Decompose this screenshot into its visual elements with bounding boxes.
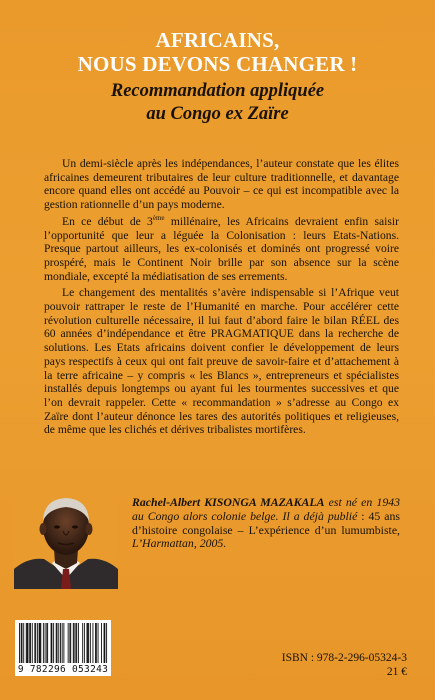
title-block <box>0 28 435 126</box>
barcode-bar <box>27 623 28 663</box>
barcode-bar <box>98 623 99 663</box>
barcode-bar <box>63 623 64 663</box>
title-line-1: AFRICAINS, <box>155 28 280 52</box>
barcode-bar <box>34 623 35 663</box>
barcode-bar <box>32 623 33 663</box>
barcode-bar <box>35 623 36 663</box>
blurb-p2-start: En ce début de 3 <box>62 214 153 228</box>
barcode-bar <box>28 623 29 663</box>
barcode-bar <box>39 623 40 663</box>
barcode-bar <box>22 623 23 663</box>
barcode-bar <box>101 623 102 663</box>
barcode-bar <box>21 623 22 663</box>
author-photo <box>14 487 118 589</box>
barcode-bar <box>88 623 89 663</box>
subtitle-line-1: Recommandation appliquée <box>110 81 325 101</box>
barcode-bar <box>75 623 76 663</box>
barcode-bar <box>106 623 107 663</box>
blurb-text <box>44 157 399 440</box>
barcode-number: 9 782296 053243 <box>17 664 109 675</box>
barcode-bar <box>62 623 63 663</box>
barcode-bar <box>26 623 27 663</box>
barcode-bars <box>15 620 111 664</box>
barcode-bar <box>45 623 46 663</box>
barcode-bar <box>69 623 70 663</box>
blurb-paragraph-3: Le changement des mentalités s’avère indispensable si l’Afrique veut pouvoir rattraper le reste de l’Humanité en marche. Pour accélérer cette révolution culturelle nécessaire, il lui faut d’abord faire le bilan RÉEL des 60 années d’indépendance et être PRAGMATIQUE dans la recherche de solutions. Les Etats africains doivent confier le développement de leurs pays respectifs à ceux qui ont fait preuve de savoir-faire et d’attachement à la terre africaine – y compris « les Blancs », entrepreneurs et spécialistes installés depuis longtemps ou ayant fui les tourmentes successives et que l’on devrait rappeler. Cette « recommandation » s’adresse au Congo ex Zaïre dont l’auteur dénonce les tares des autorités politiques et religieuses, de même que les clichés et dérives tribalistes mortifères. <box>44 286 399 437</box>
author-name: Rachel-Albert KISONGA MAZAKALA <box>132 495 325 509</box>
barcode-bar <box>60 623 61 663</box>
barcode-bar <box>23 623 24 663</box>
barcode-bar <box>96 623 97 663</box>
barcode-bar <box>46 623 47 663</box>
barcode-bar <box>56 623 57 663</box>
barcode-bar <box>40 623 41 663</box>
barcode-bar <box>53 623 54 663</box>
author-bio-rest: : 45 ans d’histoire congolaise – L’expérience d’un lumumbiste, <box>132 508 400 537</box>
barcode <box>15 620 111 676</box>
barcode-bar <box>78 623 79 663</box>
barcode-bar <box>87 623 88 663</box>
barcode-bar <box>43 623 44 663</box>
barcode-bar <box>84 623 85 663</box>
barcode-bar <box>29 623 30 663</box>
blurb-paragraph-1: Un demi-siècle après les indépendances, l’auteur constate que les élites africaines demeurent tributaires de leur culture traditionnelle, et davantage encore quand elles ont accédé au Pouvoir – ce qui est incompatible avec la gestion rationnelle d’un pays moderne. <box>44 157 399 212</box>
barcode-bar <box>47 623 48 663</box>
subtitle-line-2: au Congo ex Zaïre <box>146 104 289 124</box>
barcode-bar <box>74 623 75 663</box>
ordinal-superscript: ème <box>152 213 165 222</box>
barcode-bar <box>57 623 58 663</box>
publisher-info: L’Harmattan, 2005. <box>132 536 227 551</box>
barcode-bar <box>73 623 74 663</box>
barcode-bar <box>51 623 52 663</box>
barcode-bar <box>51 623 52 663</box>
blurb-paragraph-2 <box>44 215 399 284</box>
barcode-bar <box>104 623 105 663</box>
barcode-bar <box>76 623 77 663</box>
barcode-bar <box>58 623 59 663</box>
barcode-bar <box>90 623 91 663</box>
barcode-bar <box>19 623 20 663</box>
author-bio-italic: est né en 1943 au Congo alors colonie belge. Il a déjà publié <box>132 495 401 523</box>
isbn: ISBN : 978-2-296-05324-3 <box>281 652 407 664</box>
author-portrait-image <box>14 487 118 589</box>
title-line-2: NOUS DEVONS CHANGER ! <box>77 52 358 76</box>
barcode-bar <box>30 623 31 663</box>
barcode-bar <box>37 623 38 663</box>
author-bio <box>132 496 400 551</box>
barcode-bar <box>104 623 105 663</box>
barcode-bar <box>68 623 69 663</box>
barcode-bar <box>82 623 83 663</box>
barcode-bar <box>95 623 96 663</box>
barcode-bar <box>87 623 88 663</box>
barcode-bar <box>70 623 71 663</box>
blurb-p2-rest: millénaire, les Africains devraient enfin saisir l’opportunité que leur a léguée la Colonisation : leurs Etats-Nations. Presque partout ailleurs, les ex-colonisés et dominés ont progressé voire prospéré, mais le Continent Noir brille par son absence sur la scène mondiale, excepté la médiatisation de ses errements. <box>44 214 400 283</box>
barcode-bar <box>40 623 41 663</box>
barcode-bar <box>92 623 93 663</box>
price: 21 € <box>386 666 407 678</box>
